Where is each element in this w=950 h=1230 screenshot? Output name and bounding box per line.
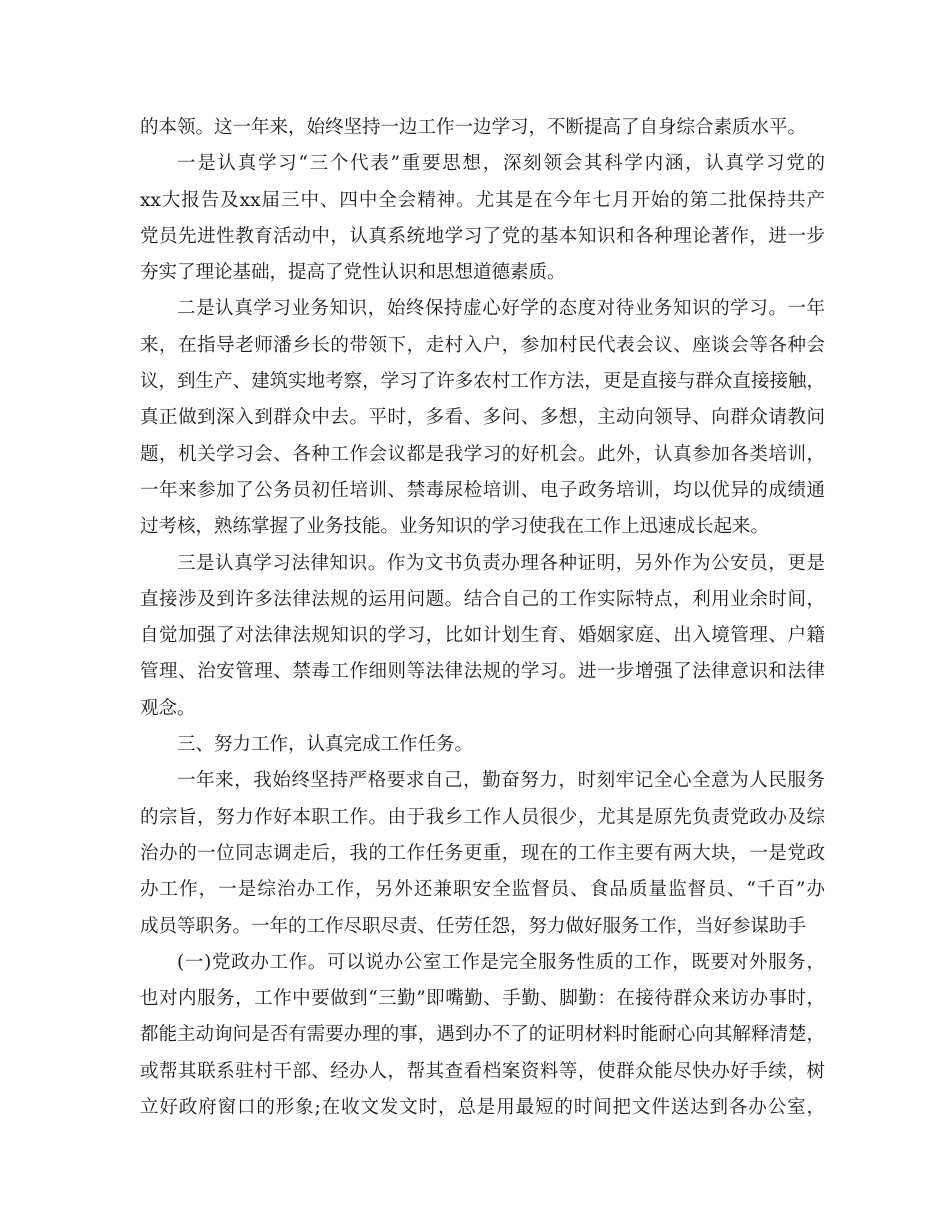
body-text (140, 110, 825, 1126)
text-line: 或帮其联系驻村干部、经办人，帮其查看档案资料等，使群众能尽快办好手续，树 (140, 1060, 825, 1082)
text-line: (一)党政办工作。可以说办公室工作是完全服务性质的工作，既要对外服务， (177, 951, 825, 973)
text-line: 办工作，一是综治办工作，另外还兼职安全监督员、食品质量监督员、“千百”办 (140, 879, 825, 901)
text-line: 也对内服务，工作中要做到“三勤”即嘴勤、手勤、脚勤：在接待群众来访办事时， (140, 988, 825, 1010)
text-line: 的宗旨，努力作好本职工作。由于我乡工作人员很少，尤其是原先负责党政办及综 (140, 806, 825, 828)
text-line: 三、努力工作，认真完成工作任务。 (177, 734, 474, 756)
text-line: 一是认真学习“三个代表”重要思想，深刻领会其科学内涵，认真学习党的 (177, 153, 825, 175)
text-line: 二是认真学习业务知识，始终保持虚心好学的态度对待业务知识的学习。一年 (177, 298, 825, 320)
text-line: 来，在指导老师潘乡长的带领下，走村入户，参加村民代表会议、座谈会等各种会 (140, 334, 825, 356)
text-line: 都能主动询问是否有需要办理的事，遇到办不了的证明材料时能耐心向其解释清楚， (140, 1024, 825, 1046)
text-line: 立好政府窗口的形象;在收文发文时，总是用最短的时间把文件送达到各办公室， (140, 1097, 825, 1119)
text-line: 自觉加强了对法律法规知识的学习，比如计划生育、婚姻家庭、出入境管理、户籍 (140, 625, 825, 647)
text-line: 一年来参加了公务员初任培训、禁毒尿检培训、电子政务培训，均以优异的成绩通 (140, 479, 825, 501)
text-line: 观念。 (140, 697, 196, 719)
text-line: 夯实了理论基础，提高了党性认识和思想道德素质。 (140, 262, 566, 284)
text-line: 直接涉及到许多法律法规的运用问题。结合自己的工作实际特点，利用业余时间， (140, 588, 825, 610)
text-line: 过考核，熟练掌握了业务技能。业务知识的学习使我在工作上迅速成长起来。 (140, 516, 770, 538)
text-line: 题，机关学习会、各种工作会议都是我学习的好机会。此外，认真参加各类培训， (140, 443, 825, 465)
text-line: 的本领。这一年来，始终坚持一边工作一边学习，不断提高了自身综合素质水平。 (140, 117, 807, 138)
text-line: 一年来，我始终坚持严格要求自己，勤奋努力，时刻牢记全心全意为人民服务 (177, 770, 825, 792)
text-line: 议，到生产、建筑实地考察，学习了许多农村工作方法，更是直接与群众直接接触， (140, 371, 825, 393)
text-line: 真正做到深入到群众中去。平时，多看、多问、多想，主动向领导、向群众请教问 (140, 407, 825, 429)
text-line: xx大报告及xx届三中、四中全会精神。尤其是在今年七月开始的第二批保持共产 (140, 189, 825, 211)
text-line: 成员等职务。一年的工作尽职尽责、任劳任怨，努力做好服务工作，当好参谋助手 (140, 915, 807, 937)
text-line: 治办的一位同志调走后，我的工作任务更重，现在的工作主要有两大块，一是党政 (140, 842, 825, 864)
text-line: 党员先进性教育活动中，认真系统地学习了党的基本知识和各种理论著作，进一步 (140, 225, 825, 247)
text-line: 三是认真学习法律知识。作为文书负责办理各种证明，另外作为公安员，更是 (177, 552, 825, 574)
text-line: 管理、治安管理、禁毒工作细则等法律法规的学习。进一步增强了法律意识和法律 (140, 661, 825, 683)
